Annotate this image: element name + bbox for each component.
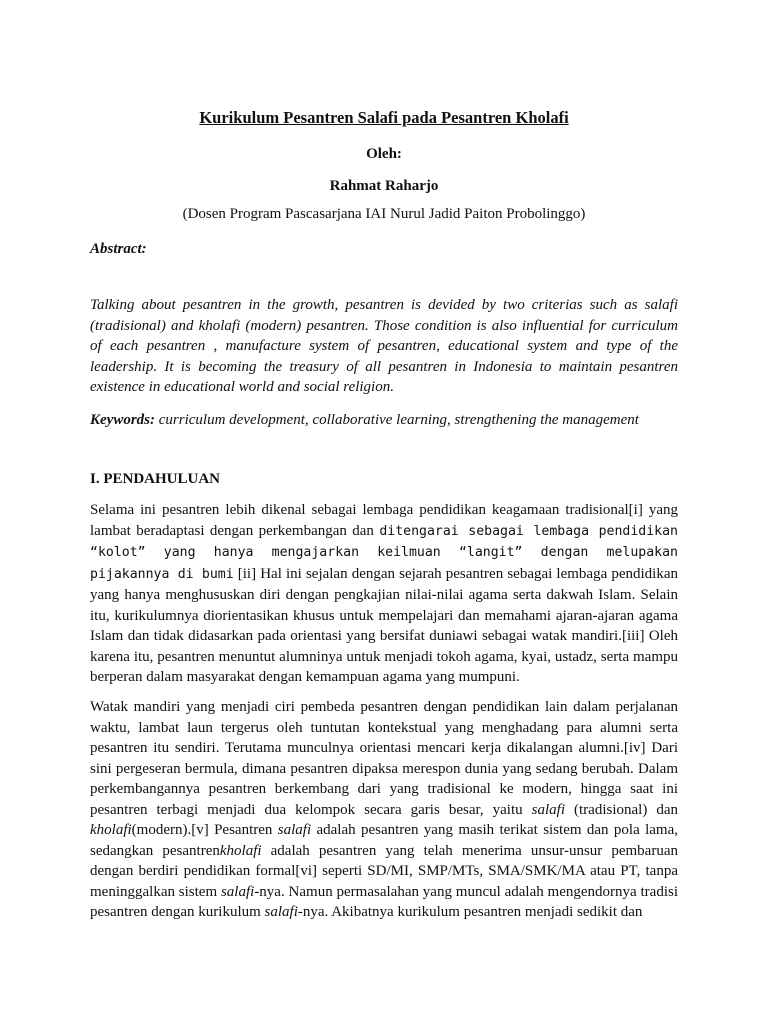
abstract-text: Talking about pesantren in the growth, pesantren is devided by two criterias such as salafi (tradisional) and kholafi (modern) pesantren. Those condition is also influential for curriculum of each pesantren , manufacture system of pesantren, educational system and type of the leadership. It is becoming the treasury of all pesantren in Indonesia to maintain pesantren existence in educational world and social religion. [90,297,678,395]
p2-seg-7: -nya. Akibatnya kurikulum pesantren menjadi sedikit dan [297,904,643,920]
abstract-heading: Abstract: [90,241,147,257]
p2-seg-2: (tradisional) dan [565,801,678,818]
p2-italic-2: kholafi [90,822,132,838]
paragraph-2 [90,697,678,923]
author-affiliation: (Dosen Program Pascasarjana IAI Nurul Jadid Paiton Probolinggo) [182,206,586,222]
p2-italic-1: salafi [531,801,565,818]
p1-seg-b: ditengarai sebagai lembaga pendidikan “kolot” yang hanya mengajarkan keilmuan “langit” dengan melupakan pijakannya di bumi [90,523,679,582]
p1-seg-c: [ii] Hal ini sejalan dengan sejarah pesantren sebagai lembaga pendidikan yang hanya menghususkan diri dengan pengkajian nilai-nilai agama serta dakwah Islam. Selain itu, kurikulumnya diorientasikan khusus untuk mempelajari dan memahami ajaran-ajaran agama Islam dan tidak didasarkan pada orientasi yang bersifat duniawi sebagai watak mandiri.[iii] Oleh karena itu, pesantren menuntut alumninya untuk menjadi tokoh agama, kyai, ustadz, serta mampu berperan dalam masyarakat dengan kemampuan agama yang mumpuni. [90,565,678,685]
p2-seg-6: -nya. Namun permasalahan yang muncul adalah mengendornya tradisi pesantren dengan kurikulum [90,883,679,920]
keywords-label: Keywords: [90,412,155,428]
p2-italic-3: salafi [277,822,312,838]
p2-italic-4: kholafi [219,842,262,859]
paper-title: Kurikulum Pesantren Salafi pada Pesantren Kholafi [199,108,569,127]
p2-seg-5: adalah pesantren yang telah menerima unsur-unsur pembaruan dengan berdiri pendidikan formal[vi] seperti SD/MI, SMP/MTs, SMA/SMK/MA atau PT, tanpa meninggalkan sistem [90,842,678,900]
p2-italic-6: salafi [264,904,298,920]
by-label: Oleh: [366,146,402,162]
abstract-body [90,295,678,398]
paragraph-1-text [90,500,678,688]
p1-seg-a: Selama ini pesantren lebih dikenal sebagai lembaga pendidikan keagamaan tradisional[i] yang lambat beradaptasi dengan perkembangan dan [90,502,678,539]
keywords-line [90,410,678,431]
paragraph-1 [90,500,678,688]
p2-seg-3: (modern).[v] Pesantren [131,822,278,838]
section-heading: I. PENDAHULUAN [90,471,221,487]
paragraph-2-text [90,697,678,923]
p2-seg-4: adalah pesantren yang masih terikat sistem dan pola lama, sedangkan pesantren [90,822,678,859]
p2-seg-1: Watak mandiri yang menjadi ciri pembeda pesantren dengan pendidikan lain dalam perjalanan waktu, lambat laun tergerus oleh tuntutan kontekstual yang menghadang para alumni serta pesantren itu sendiri. Terutama munculnya orientasi mencari kerja dikalangan alumni.[iv] Dari sini pergeseran bermula, dimana pesantren dipaksa merespon dunia yang sedang berubah. Dalam perkembangannya pesantren berkembang dari yang tradisional ke modern, hingga saat ini pesantren terbagi menjadi dua kelompok secara garis besar, yaitu [90,699,678,818]
author-name: Rahmat Raharjo [329,178,439,194]
p2-italic-5: salafi [220,883,255,900]
abstract-label [90,239,678,260]
keywords-text: curriculum development, collaborative learning, strengthening the management [158,412,639,428]
